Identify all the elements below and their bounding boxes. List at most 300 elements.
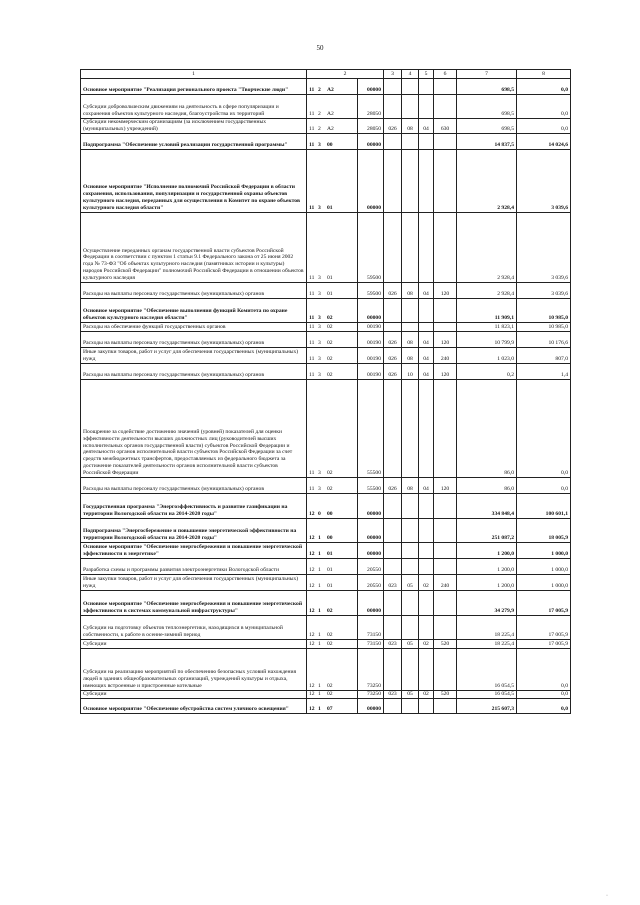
direction-code: 00190 <box>358 363 384 379</box>
header-cell: 3 <box>384 70 402 79</box>
section-code: 05 <box>402 574 419 590</box>
program-code <box>307 518 358 542</box>
code-part: 07 <box>327 705 333 712</box>
code-part: 02 <box>327 314 333 321</box>
code-part: 02 <box>327 355 333 362</box>
row-name: Субсидии <box>81 690 307 698</box>
expense-type-code: 120 <box>434 331 457 347</box>
code-part: 2 <box>318 87 321 94</box>
code-part: 02 <box>327 640 333 647</box>
table-row <box>81 477 571 493</box>
section-code <box>402 698 419 713</box>
section-code <box>402 212 419 282</box>
amount-col8: 17 005,9 <box>517 639 571 648</box>
row-name: Подпрограмма "Обеспечение условий реализации государственной программы" <box>81 133 307 149</box>
table-row <box>81 558 571 574</box>
table-row <box>81 212 571 282</box>
code-part: 02 <box>327 682 333 689</box>
direction-code: 00000 <box>358 542 384 558</box>
expense-type-code <box>434 379 457 477</box>
section-code: 10 <box>402 363 419 379</box>
table-row <box>81 698 571 713</box>
code-part: 11 <box>309 87 315 94</box>
ministry-code <box>384 212 402 282</box>
ministry-code <box>384 648 402 690</box>
program-code <box>307 322 358 331</box>
table-row <box>81 493 571 518</box>
ministry-code <box>384 558 402 574</box>
subsection-code <box>419 648 434 690</box>
code-part: 11 <box>309 141 315 148</box>
ministry-code <box>384 542 402 558</box>
section-code: 05 <box>402 639 419 648</box>
expense-type-code: 240 <box>434 574 457 590</box>
code-part: 1 <box>318 534 321 541</box>
row-name: Основное мероприятие "Обеспечение выполнения функций Комитета по охране объектов культурного наследия области" <box>81 298 307 322</box>
code-part: 3 <box>318 323 321 330</box>
section-code <box>402 518 419 542</box>
code-part: А2 <box>327 87 334 94</box>
ministry-code <box>384 298 402 322</box>
code-part: 12 <box>309 631 315 638</box>
code-part: 12 <box>309 550 315 557</box>
table-row <box>81 133 571 149</box>
code-part: 1 <box>318 631 321 638</box>
table-row <box>81 379 571 477</box>
expense-type-code <box>434 133 457 149</box>
expense-type-code: 120 <box>434 363 457 379</box>
code-part: 1 <box>318 607 321 614</box>
header-cell: 6 <box>434 70 457 79</box>
amount-col7: 251 087,2 <box>457 518 517 542</box>
row-name: Расходы на обеспечение функций государственных органов <box>81 322 307 331</box>
program-code <box>307 574 358 590</box>
row-name: Подпрограмма "Энергосбережение и повышение энергетической эффективности на территории Вологодской области на 2014-2020 годы" <box>81 518 307 542</box>
header-cell: 7 <box>457 70 517 79</box>
code-part: 3 <box>318 141 321 148</box>
program-code <box>307 558 358 574</box>
amount-col8: 1,4 <box>517 363 571 379</box>
expense-type-code <box>434 558 457 574</box>
row-name: Расходы на выплаты персоналу государственных (муниципальных) органов <box>81 363 307 379</box>
subsection-code: 04 <box>419 477 434 493</box>
code-part: 3 <box>318 274 321 281</box>
subsection-code: 04 <box>419 119 434 134</box>
table-row <box>81 615 571 639</box>
code-part: 11 <box>309 323 315 330</box>
direction-code: 00190 <box>358 331 384 347</box>
row-name: Расходы на выплаты персоналу государственных (муниципальных) органов <box>81 331 307 347</box>
row-name: Расходы на выплаты персоналу государственных (муниципальных) органов <box>81 282 307 298</box>
table-row <box>81 363 571 379</box>
code-part: 1 <box>318 582 321 589</box>
table-row <box>81 282 571 298</box>
subsection-code: 04 <box>419 331 434 347</box>
ministry-code: 026 <box>384 363 402 379</box>
amount-col7: 16 054,5 <box>457 690 517 698</box>
row-name: Осуществление переданных органам государственной власти субъектов Российской Федерации в соответствии с пунктом 1 статьи 9.1 Федерального закона от 25 июня 2002 года № 73-ФЗ "Об объектах культурного наследия (памятниках истории и культуры) народов Российской Федерации" полномочий Российской Федерации в отношении объектов культурного наследия <box>81 212 307 282</box>
code-part: 00 <box>327 510 333 517</box>
amount-col8: 0,0 <box>517 119 571 134</box>
program-code <box>307 615 358 639</box>
direction-code: 00000 <box>358 133 384 149</box>
program-code <box>307 639 358 648</box>
code-part: 01 <box>327 582 333 589</box>
code-part: 11 <box>309 290 315 297</box>
code-part: А2 <box>327 125 334 132</box>
code-part: 12 <box>309 690 315 697</box>
table-row <box>81 322 571 331</box>
code-part: 0 <box>318 510 321 517</box>
amount-col8: 0,0 <box>517 379 571 477</box>
amount-col7: 2 928,4 <box>457 282 517 298</box>
code-part: 02 <box>327 371 333 378</box>
subsection-code: 02 <box>419 690 434 698</box>
table-row <box>81 95 571 119</box>
amount-col8: 0,0 <box>517 648 571 690</box>
amount-col7: 1 200,0 <box>457 574 517 590</box>
row-name: Расходы на выплаты персоналу государственных (муниципальных) органов <box>81 477 307 493</box>
code-part: 12 <box>309 640 315 647</box>
subsection-code: 02 <box>419 639 434 648</box>
amount-col8: 10 985,0 <box>517 322 571 331</box>
expense-type-code: 520 <box>434 639 457 648</box>
amount-col8: 0,0 <box>517 95 571 119</box>
direction-code: 73250 <box>358 648 384 690</box>
section-code: 05 <box>402 690 419 698</box>
row-name: Разработка схемы и программы развития электроэнергетики Вологодской области <box>81 558 307 574</box>
amount-col7: 0,2 <box>457 363 517 379</box>
ministry-code <box>384 698 402 713</box>
program-code <box>307 212 358 282</box>
program-code <box>307 379 358 477</box>
program-code <box>307 363 358 379</box>
margin-mark: · <box>606 893 608 899</box>
row-name: Государственная программа "Энергоэффективность и развитие газификации на территории Вологодской области на 2014-2020 годы" <box>81 493 307 518</box>
row-name: Иные закупки товаров, работ и услуг для обеспечения государственных (муниципальных) нужд <box>81 574 307 590</box>
subsection-code <box>419 379 434 477</box>
ministry-code: 023 <box>384 690 402 698</box>
amount-col8: 0,0 <box>517 690 571 698</box>
direction-code: 00000 <box>358 590 384 615</box>
expense-type-code <box>434 648 457 690</box>
code-part: 02 <box>327 323 333 330</box>
table-row <box>81 574 571 590</box>
code-part: 2 <box>318 111 321 118</box>
ministry-code <box>384 133 402 149</box>
table-header-row <box>81 70 571 79</box>
subsection-code <box>419 518 434 542</box>
code-part: 01 <box>327 204 333 211</box>
subsection-code <box>419 79 434 95</box>
code-part: 12 <box>309 534 315 541</box>
program-code <box>307 282 358 298</box>
amount-col7: 18 225,4 <box>457 615 517 639</box>
program-code <box>307 477 358 493</box>
subsection-code: 04 <box>419 282 434 298</box>
table-row <box>81 542 571 558</box>
code-part: 02 <box>327 485 333 492</box>
expense-type-code: 520 <box>434 690 457 698</box>
code-part: 11 <box>309 204 315 211</box>
code-part: 3 <box>318 290 321 297</box>
amount-col7: 2 928,4 <box>457 149 517 212</box>
expense-type-code <box>434 95 457 119</box>
amount-col8: 10 176,6 <box>517 331 571 347</box>
subsection-code <box>419 558 434 574</box>
direction-code: 00000 <box>358 698 384 713</box>
amount-col8: 0,0 <box>517 477 571 493</box>
code-part: 02 <box>327 690 333 697</box>
row-name: Иные закупки товаров, работ и услуг для обеспечения государственных (муниципальных) нужд <box>81 347 307 363</box>
amount-col8: 17 005,9 <box>517 615 571 639</box>
code-part: 12 <box>309 582 315 589</box>
subsection-code <box>419 615 434 639</box>
direction-code: 59500 <box>358 212 384 282</box>
program-code <box>307 298 358 322</box>
section-code <box>402 558 419 574</box>
subsection-code <box>419 133 434 149</box>
code-part: 02 <box>327 631 333 638</box>
direction-code: 55500 <box>358 477 384 493</box>
ministry-code <box>384 518 402 542</box>
amount-col8: 14 024,6 <box>517 133 571 149</box>
amount-col8: 3 039,6 <box>517 149 571 212</box>
section-code <box>402 322 419 331</box>
amount-col7: 18 225,4 <box>457 639 517 648</box>
expense-type-code <box>434 79 457 95</box>
ministry-code: 023 <box>384 639 402 648</box>
row-name: Основное мероприятие "Реализация регионального проекта "Творческие люди" <box>81 79 307 95</box>
table-row <box>81 648 571 690</box>
header-cell: 4 <box>402 70 419 79</box>
direction-code: 20550 <box>358 558 384 574</box>
direction-code: 00000 <box>358 298 384 322</box>
row-name: Субсидии некоммерческим организациям (за исключением государственных (муниципальных) учреждений) <box>81 119 307 134</box>
amount-col7: 10 799,9 <box>457 331 517 347</box>
row-name: Основное мероприятие "Исполнение полномочий Российской Федерации в области сохранения, использования, популяризации и государственной охраны объектов культурного наследия, переданных для осуществления в Комитет по охране объектов культурного наследия области" <box>81 149 307 212</box>
code-part: 12 <box>309 607 315 614</box>
section-code <box>402 79 419 95</box>
expense-type-code: 120 <box>434 477 457 493</box>
ministry-code: 026 <box>384 347 402 363</box>
expense-type-code <box>434 493 457 518</box>
row-name: Субсидии на подготовку объектов теплоэнергетики, находящихся в муниципальной собственности, к работе в осенне-зимний период <box>81 615 307 639</box>
code-part: 1 <box>318 682 321 689</box>
code-part: 3 <box>318 355 321 362</box>
amount-col7: 11 909,1 <box>457 298 517 322</box>
table-row <box>81 331 571 347</box>
section-code <box>402 648 419 690</box>
code-part: 02 <box>327 339 333 346</box>
code-part: А2 <box>327 111 334 118</box>
section-code: 08 <box>402 347 419 363</box>
header-cell: 2 <box>307 70 384 79</box>
row-name: Основное мероприятие "Обеспечение обустройства систем уличного освещения" <box>81 698 307 713</box>
code-part: 1 <box>318 690 321 697</box>
amount-col7: 34 279,9 <box>457 590 517 615</box>
code-part: 11 <box>309 469 315 476</box>
code-part: 11 <box>309 314 315 321</box>
expense-type-code <box>434 542 457 558</box>
ministry-code: 026 <box>384 119 402 134</box>
amount-col7: 1 200,0 <box>457 542 517 558</box>
subsection-code: 04 <box>419 347 434 363</box>
code-part: 12 <box>309 705 315 712</box>
direction-code: 00190 <box>358 322 384 331</box>
expense-type-code <box>434 590 457 615</box>
program-code <box>307 133 358 149</box>
code-part: 3 <box>318 339 321 346</box>
program-code <box>307 648 358 690</box>
expense-type-code: 630 <box>434 119 457 134</box>
subsection-code: 02 <box>419 574 434 590</box>
section-code: 08 <box>402 119 419 134</box>
amount-col7: 1 023,0 <box>457 347 517 363</box>
program-code <box>307 149 358 212</box>
direction-code: 73150 <box>358 639 384 648</box>
section-code: 08 <box>402 331 419 347</box>
expense-type-code <box>434 518 457 542</box>
amount-col7: 334 848,4 <box>457 493 517 518</box>
row-name: Поощрение за содействие достижению значений (уровней) показателей для оценки эффективности деятельности высших должностных лиц (руководителей высших исполнительных органов государственной власти) субъектов Российской Федерации и деятельности органов исполнительной власти субъектов Российской Федерации за счет средств межбюджетных трансфертов, предоставляемых из федерального бюджета за достижение показателей деятельности органов исполнительной власти субъектов Российской Федерации <box>81 379 307 477</box>
subsection-code <box>419 298 434 322</box>
table-row <box>81 347 571 363</box>
table-row <box>81 639 571 648</box>
ministry-code <box>384 95 402 119</box>
header-cell: 5 <box>419 70 434 79</box>
code-part: 01 <box>327 566 333 573</box>
code-part: 11 <box>309 274 315 281</box>
code-part: 11 <box>309 355 315 362</box>
subsection-code <box>419 542 434 558</box>
row-name: Субсидии добровольческим движениям на деятельность в сфере популяризации и сохранения объектов культурного наследия, благоустройства их территорий <box>81 95 307 119</box>
subsection-code <box>419 590 434 615</box>
section-code <box>402 493 419 518</box>
expense-type-code <box>434 212 457 282</box>
direction-code: 28050 <box>358 119 384 134</box>
amount-col7: 11 823,1 <box>457 322 517 331</box>
ministry-code: 023 <box>384 574 402 590</box>
amount-col8: 807,0 <box>517 347 571 363</box>
subsection-code <box>419 322 434 331</box>
program-code <box>307 542 358 558</box>
amount-col7: 16 054,5 <box>457 648 517 690</box>
amount-col8: 18 005,9 <box>517 518 571 542</box>
code-part: 3 <box>318 371 321 378</box>
code-part: 11 <box>309 125 315 132</box>
code-part: 11 <box>309 485 315 492</box>
subsection-code <box>419 95 434 119</box>
amount-col8: 100 601,1 <box>517 493 571 518</box>
section-code <box>402 95 419 119</box>
ministry-code: 026 <box>384 477 402 493</box>
code-part: 01 <box>327 290 333 297</box>
row-name: Субсидии на реализацию мероприятий по обеспечению безопасных условий нахождения людей в зданиях общеобразовательных организаций, учреждений культуры и отдыха, имеющих встроенные и пристроенные котельные <box>81 648 307 690</box>
budget-table <box>80 69 571 714</box>
program-code <box>307 690 358 698</box>
program-code <box>307 79 358 95</box>
amount-col7: 698,5 <box>457 119 517 134</box>
ministry-code <box>384 379 402 477</box>
amount-col8: 10 985,0 <box>517 298 571 322</box>
code-part: 1 <box>318 550 321 557</box>
program-code <box>307 331 358 347</box>
direction-code: 00000 <box>358 79 384 95</box>
section-code <box>402 149 419 212</box>
section-code <box>402 133 419 149</box>
header-cell: 8 <box>517 70 571 79</box>
amount-col8: 17 005,9 <box>517 590 571 615</box>
expense-type-code <box>434 615 457 639</box>
direction-code: 00000 <box>358 149 384 212</box>
table-row <box>81 149 571 212</box>
code-part: 1 <box>318 640 321 647</box>
subsection-code <box>419 698 434 713</box>
row-name: Основное мероприятие "Обеспечение энергосбережения и повышение энергетической эффективности в энергетике" <box>81 542 307 558</box>
direction-code: 28050 <box>358 95 384 119</box>
program-code <box>307 119 358 134</box>
direction-code: 55500 <box>358 379 384 477</box>
code-part: 11 <box>309 111 315 118</box>
direction-code: 73150 <box>358 615 384 639</box>
program-code <box>307 590 358 615</box>
amount-col7: 2 928,4 <box>457 212 517 282</box>
subsection-code <box>419 212 434 282</box>
expense-type-code <box>434 149 457 212</box>
code-part: 11 <box>309 339 315 346</box>
ministry-code <box>384 322 402 331</box>
program-code <box>307 698 358 713</box>
section-code <box>402 379 419 477</box>
amount-col8: 3 039,6 <box>517 212 571 282</box>
ministry-code: 026 <box>384 282 402 298</box>
header-cell: 1 <box>81 70 307 79</box>
ministry-code <box>384 493 402 518</box>
amount-col7: 86,0 <box>457 379 517 477</box>
direction-code: 00190 <box>358 347 384 363</box>
section-code: 08 <box>402 282 419 298</box>
ministry-code <box>384 615 402 639</box>
subsection-code: 04 <box>419 363 434 379</box>
subsection-code <box>419 493 434 518</box>
amount-col7: 14 837,5 <box>457 133 517 149</box>
direction-code: 00000 <box>358 518 384 542</box>
page-number: 50 <box>316 44 324 52</box>
code-part: 3 <box>318 314 321 321</box>
code-part: 2 <box>318 125 321 132</box>
ministry-code <box>384 149 402 212</box>
program-code <box>307 95 358 119</box>
amount-col7: 86,0 <box>457 477 517 493</box>
amount-col8: 1 000,0 <box>517 574 571 590</box>
code-part: 02 <box>327 607 333 614</box>
ministry-code <box>384 79 402 95</box>
direction-code: 59500 <box>358 282 384 298</box>
code-part: 12 <box>309 682 315 689</box>
code-part: 1 <box>318 566 321 573</box>
table-row <box>81 79 571 95</box>
row-name: Основное мероприятие "Обеспечение энергосбережения и повышение энергетической эффективности в системах коммунальной инфраструктуры" <box>81 590 307 615</box>
expense-type-code <box>434 322 457 331</box>
expense-type-code: 240 <box>434 347 457 363</box>
code-part: 12 <box>309 566 315 573</box>
amount-col7: 698,5 <box>457 79 517 95</box>
code-part: 01 <box>327 274 333 281</box>
subsection-code <box>419 149 434 212</box>
direction-code: 00000 <box>358 493 384 518</box>
amount-col7: 698,5 <box>457 95 517 119</box>
